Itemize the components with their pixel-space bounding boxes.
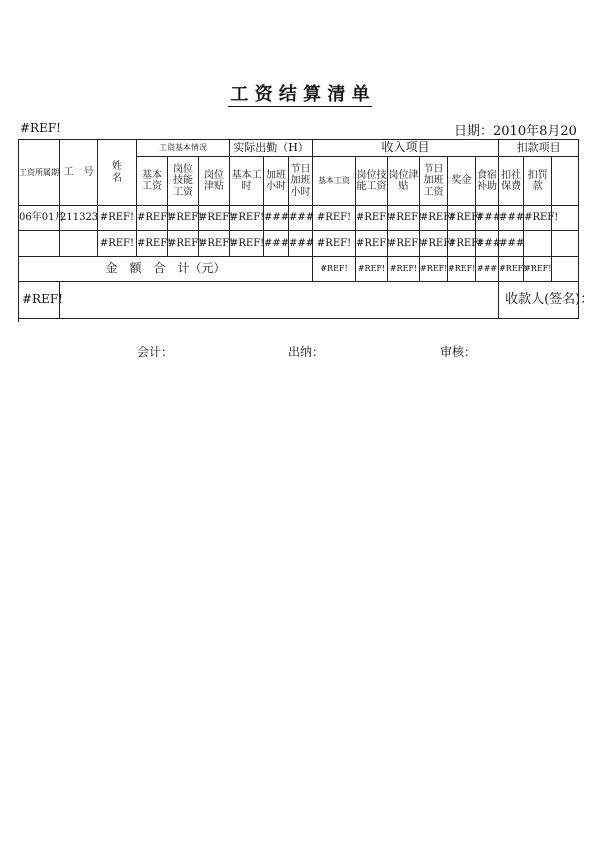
row-name: #REF!: [98, 206, 137, 231]
table-cell: #REF!: [168, 206, 199, 231]
table-cell: ###: [264, 231, 289, 257]
signature-ref: #REF!: [19, 282, 60, 319]
total-cell: #REF!: [524, 257, 552, 282]
total-cell: #REF!: [356, 257, 388, 282]
header-inc-post-skill: 岗位技能工资: [356, 157, 388, 206]
table-cell: #REF!: [356, 231, 388, 257]
total-cell: #REF!: [420, 257, 448, 282]
header-period: 工资所属期: [19, 140, 60, 206]
table-cell: ###: [499, 231, 524, 257]
header-bonus: 奖金: [448, 157, 476, 206]
table-row: [19, 206, 579, 231]
total-row: [19, 257, 579, 282]
document-title: [0, 80, 600, 106]
header-base-wage: 基本工资: [137, 157, 168, 206]
table-cell: ###: [289, 231, 313, 257]
signature-row: [19, 282, 579, 319]
row-emp-no: [60, 231, 98, 257]
table-cell: #REF!: [199, 231, 230, 257]
cashier-label: 出纳：: [288, 345, 325, 359]
header-overtime-hours: 加班小时: [264, 157, 289, 206]
table-cell: #REF!: [313, 231, 356, 257]
table-cell: ###: [499, 206, 524, 231]
salary-table: [18, 139, 594, 319]
row-name: #REF!: [98, 231, 137, 257]
header-income: 收入项目: [313, 140, 499, 157]
table-cell: #REF!: [356, 206, 388, 231]
row-period: [19, 231, 60, 257]
header-inc-holiday-ot-wage: 节日加班工资: [420, 157, 448, 206]
signature-blank: [60, 282, 499, 319]
accountant-label: 会计：: [137, 345, 174, 359]
header-social-insurance: 扣社保费: [499, 157, 524, 206]
table-cell: #REF!: [168, 231, 199, 257]
total-cell: #REF!: [448, 257, 476, 282]
header-post-allowance: 岗位津贴: [199, 157, 230, 206]
table-cell: #REF!: [524, 206, 552, 231]
table-cell: #REF!: [388, 231, 420, 257]
table-cell: #REF!: [137, 231, 168, 257]
payee-signature-label: 收款人(签名)：: [499, 282, 579, 319]
row-period: 06年01月: [19, 206, 60, 231]
date-label: 日期：2010年8月20: [454, 124, 577, 139]
header-deduction: 扣款项目: [499, 140, 579, 157]
total-cell: #REF!: [388, 257, 420, 282]
header-attendance: 实际出勤（H）: [230, 140, 313, 157]
header-name: 姓名: [98, 140, 137, 206]
table-cell: ###: [289, 206, 313, 231]
header-emp-no: 工 号: [60, 140, 98, 206]
table-cell: #REF!: [420, 206, 448, 231]
header-extra: [552, 157, 579, 206]
header-basic-hours: 基本工时: [230, 157, 264, 206]
table-cell: #REF!: [448, 231, 476, 257]
table-cell: #REF!: [388, 206, 420, 231]
ref-left-label: #REF!: [20, 121, 61, 135]
total-cell: #REF!: [313, 257, 356, 282]
total-cell: #REF!: [499, 257, 524, 282]
table-cell: #REF!: [137, 206, 168, 231]
table-cell: ###: [476, 206, 499, 231]
salary-table-viewport: [18, 139, 594, 322]
table-cell: [524, 231, 552, 257]
header-inc-base-wage: 基本工资: [313, 157, 356, 206]
total-cell: [552, 257, 579, 282]
table-cell: #REF!: [230, 206, 264, 231]
total-cell: ###: [476, 257, 499, 282]
table-cell: ###: [476, 231, 499, 257]
document-title-text: 工 资 结 算 清 单: [230, 84, 370, 105]
header-basic-info: 工资基本情况: [137, 140, 230, 157]
header-meal-subsidy: 食宿补助: [476, 157, 499, 206]
table-cell: #REF!: [313, 206, 356, 231]
table-cell: #REF!: [420, 231, 448, 257]
table-cell: #REF!: [230, 231, 264, 257]
table-cell: #REF!: [199, 206, 230, 231]
row-emp-no: 211323: [60, 206, 98, 231]
table-cell: #REF!: [448, 206, 476, 231]
table-cell: [552, 231, 579, 257]
total-label: 金 额 合 计（元）: [19, 257, 313, 282]
header-post-skill-wage: 岗位技能工资: [168, 157, 199, 206]
header-inc-post-allowance: 岗位津贴: [388, 157, 420, 206]
table-cell: ###: [264, 206, 289, 231]
header-holiday-ot-hours: 节日加班小时: [289, 157, 313, 206]
table-row: [19, 231, 579, 257]
reviewer-label: 审核：: [440, 345, 477, 359]
header-penalty: 扣罚款: [524, 157, 552, 206]
